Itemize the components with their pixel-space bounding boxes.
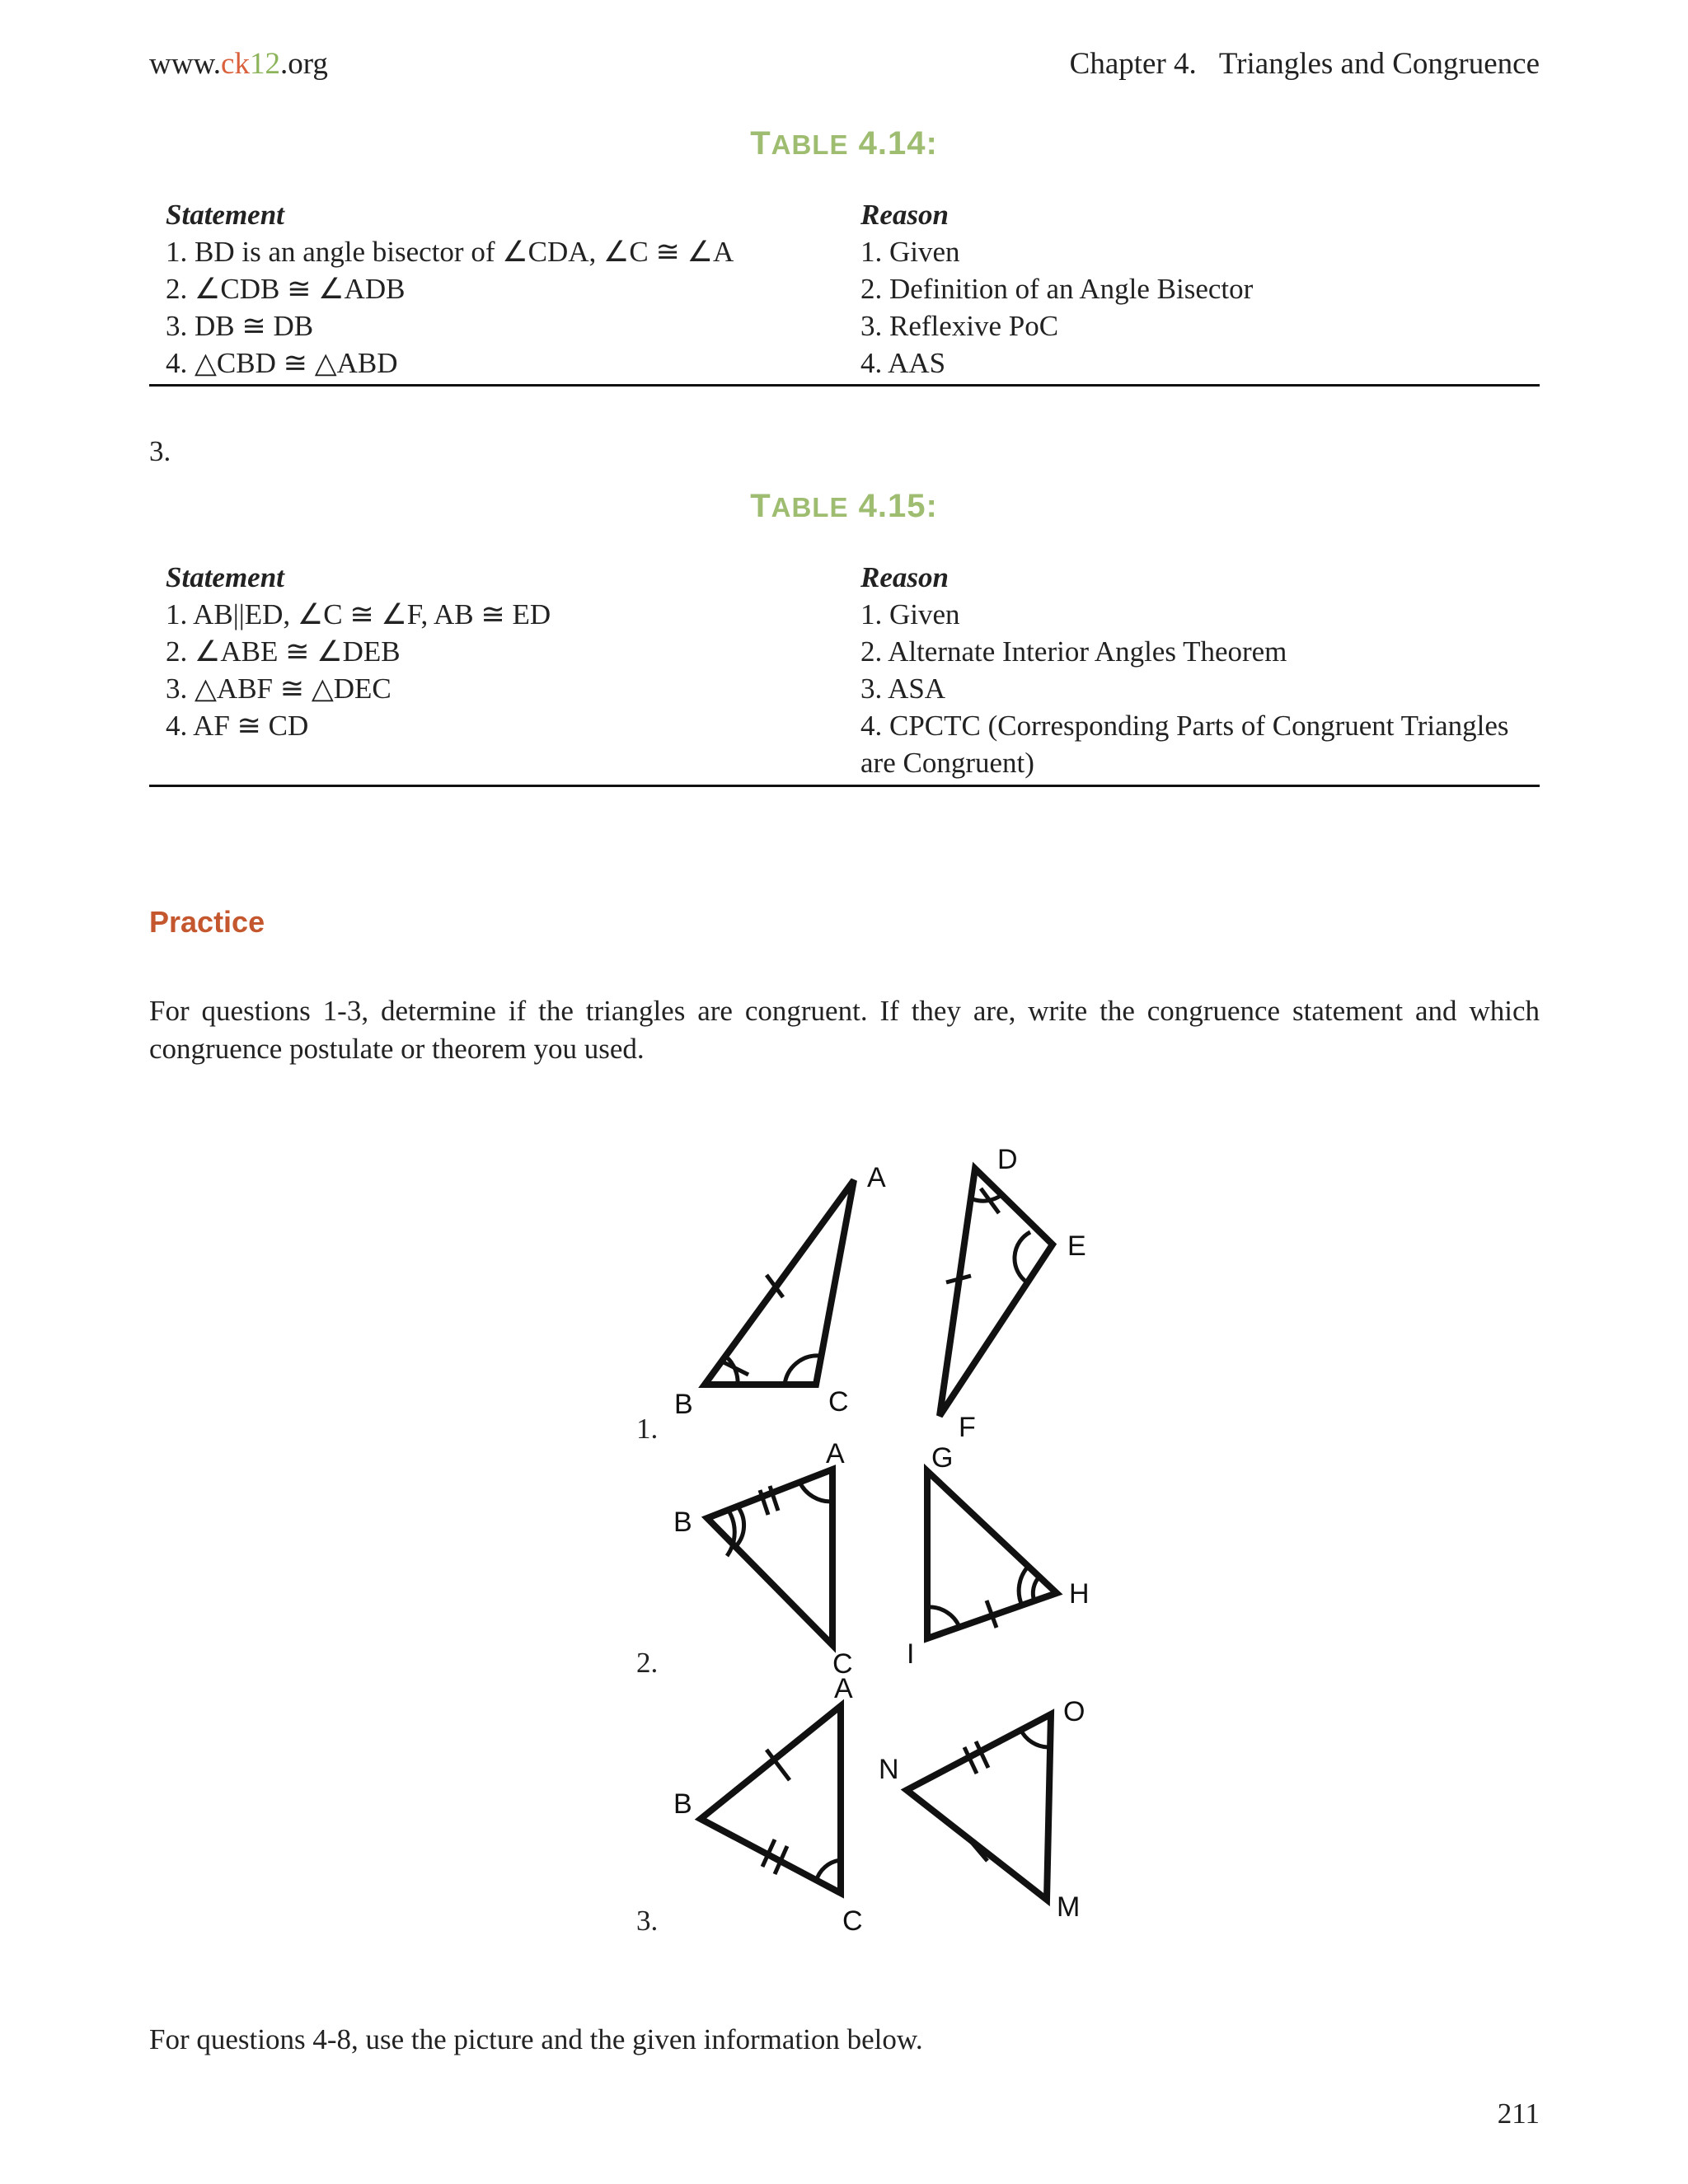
fig2-label-h: H xyxy=(1069,1578,1090,1610)
triangle-abc-3 xyxy=(701,1706,841,1893)
table-14-reason: 2. Definition of an Angle Bisector xyxy=(860,273,1254,305)
chapter-title: Chapter 4. Triangles and Congruence xyxy=(1069,47,1540,81)
page-number: 211 xyxy=(1497,2097,1540,2130)
table-15-statement: 2. ∠ABE ≅ ∠DEB xyxy=(166,635,401,668)
figure-number: 2. xyxy=(636,1647,659,1679)
practice-intro: For questions 1-3, determine if the triangles are congruent. If they are, write the congruence statement and which congruence postulate or theorem you used. xyxy=(149,995,1540,1065)
table-14-reason: 1. Given xyxy=(860,236,960,268)
table-14-title-small: ABLE xyxy=(771,129,849,160)
fig2-label-a: A xyxy=(826,1438,845,1469)
practice-outro: For questions 4-8, use the picture and the given information below. xyxy=(149,2023,923,2055)
item-3-label: 3. xyxy=(149,435,171,467)
table-15-title-small: ABLE xyxy=(771,492,849,523)
table-15-reason: 3. ASA xyxy=(860,673,946,705)
table-14-statement: 3. DB ≅ DB xyxy=(166,310,314,342)
fig3-label-a: A xyxy=(834,1673,853,1704)
figure-number: 3. xyxy=(636,1905,659,1937)
fig2-label-c: C xyxy=(832,1648,853,1680)
table-14-reason: 3. Reflexive PoC xyxy=(860,310,1059,342)
fig3-label-b: B xyxy=(673,1788,692,1820)
fig1-label-b: B xyxy=(674,1389,693,1420)
fig3-label-m: M xyxy=(1057,1891,1081,1923)
table-14-statement: 1. BD is an angle bisector of ∠CDA, ∠C ≅ ∠A xyxy=(166,236,734,268)
table-15-reason: 1. Given xyxy=(860,598,960,630)
site-suffix: .org xyxy=(279,47,328,81)
table-15-statement: 3. △ABF ≅ △DEC xyxy=(166,673,392,705)
practice-heading: Practice xyxy=(149,905,265,939)
table-14-title-big: T xyxy=(750,125,771,162)
table-14-statement: 4. △CBD ≅ △ABD xyxy=(166,347,398,379)
table-14-header-reason: Reason xyxy=(860,199,949,231)
fig1-label-a: A xyxy=(867,1162,886,1193)
table-14-title-num: 4.14: xyxy=(848,125,938,162)
site-prefix: www. xyxy=(149,47,222,81)
table-15-statement: 1. AB||ED, ∠C ≅ ∠F, AB ≅ ED xyxy=(166,598,551,630)
fig2-label-b: B xyxy=(673,1507,692,1538)
fig1-label-c: C xyxy=(828,1386,849,1418)
fig1-label-f: F xyxy=(959,1412,976,1443)
table-15-statement: 4. AF ≅ CD xyxy=(166,710,309,742)
triangle-abc-1 xyxy=(705,1180,854,1385)
table-15-reason: 4. CPCTC (Corresponding Parts of Congruent Triangles are Congruent) xyxy=(860,710,1509,779)
site-ck: ck xyxy=(221,47,250,81)
table-14-reason: 4. AAS xyxy=(860,347,946,379)
site-12: 12 xyxy=(249,47,280,81)
fig3-label-c: C xyxy=(842,1905,863,1937)
table-15-title-big: T xyxy=(750,488,771,524)
fig2-label-g: G xyxy=(931,1442,954,1474)
table-15-header-statement: Statement xyxy=(166,561,284,593)
table-15-title-num: 4.15: xyxy=(848,488,938,524)
fig2-label-i: I xyxy=(907,1638,915,1670)
fig3-label-o: O xyxy=(1063,1696,1085,1727)
fig3-label-n: N xyxy=(879,1754,899,1785)
table-15-header-reason: Reason xyxy=(860,561,949,593)
fig1-label-d: D xyxy=(997,1144,1018,1175)
figure-number: 1. xyxy=(636,1413,659,1445)
table-15-reason: 2. Alternate Interior Angles Theorem xyxy=(860,635,1287,668)
table-14-header-statement: Statement xyxy=(166,199,284,231)
fig1-label-e: E xyxy=(1067,1230,1086,1262)
table-14-statement: 2. ∠CDB ≅ ∠ADB xyxy=(166,273,406,305)
